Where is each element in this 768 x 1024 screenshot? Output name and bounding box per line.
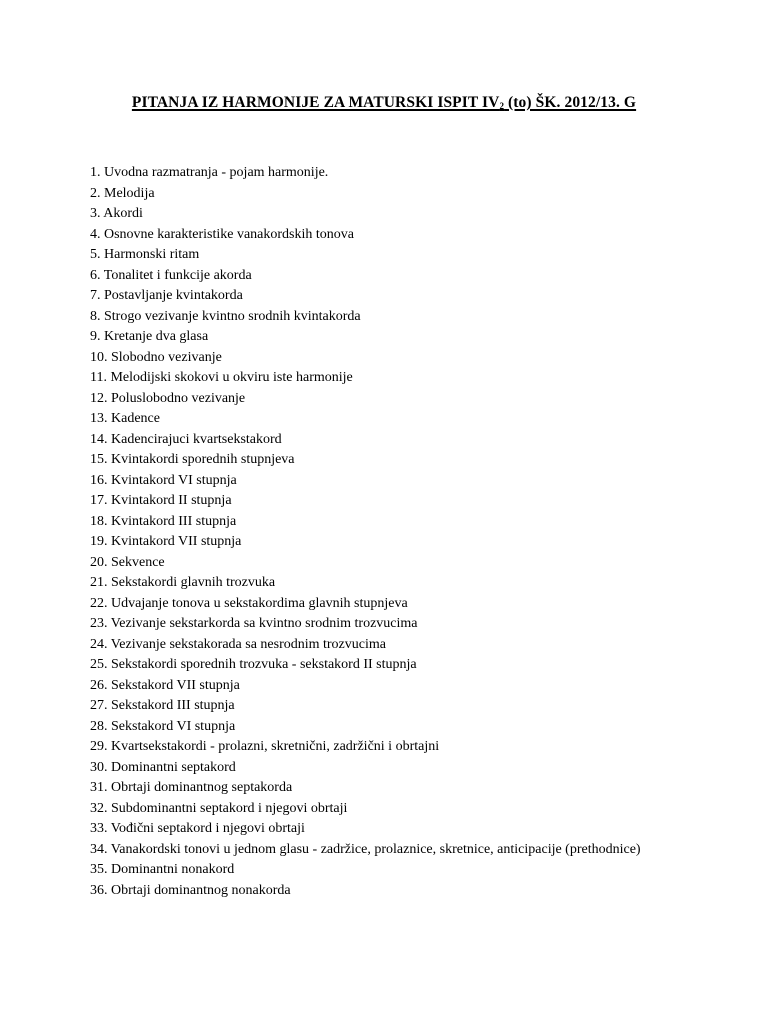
question-item: 36. Obrtaji dominantnog nonakorda bbox=[90, 882, 291, 898]
question-item: 27. Sekstakord III stupnja bbox=[90, 698, 235, 713]
question-item: 28. Sekstakord VI stupnja bbox=[90, 718, 236, 734]
question-item: 16. Kvintakord VI stupnja bbox=[90, 472, 237, 488]
question-item: 19. Kvintakord VII stupnja bbox=[90, 534, 242, 549]
question-item: 10. Slobodno vezivanje bbox=[90, 349, 222, 365]
question-item: 18. Kvintakord III stupnja bbox=[90, 513, 237, 529]
document-title bbox=[0, 94, 768, 112]
question-item: 35. Dominantni nonakord bbox=[90, 862, 235, 877]
question-item: 15. Kvintakordi sporednih stupnjeva bbox=[90, 452, 295, 467]
question-item: 8. Strogo vezivanje kvintno srodnih kvintakorda bbox=[90, 308, 361, 324]
title-subscript: 2 bbox=[499, 101, 505, 111]
question-item: 30. Dominantni septakord bbox=[90, 759, 236, 775]
title-suffix-text: (to) ŠK. 2012/13. G bbox=[504, 94, 637, 111]
question-item: 17. Kvintakord II stupnja bbox=[90, 493, 232, 508]
question-item: 9. Kretanje dva glasa bbox=[90, 329, 209, 344]
question-item: 24. Vezivanje sekstakorada sa nesrodnim trozvucima bbox=[90, 636, 386, 652]
question-item: 2. Melodija bbox=[90, 185, 155, 201]
question-item: 26. Sekstakord VII stupnja bbox=[90, 677, 240, 693]
question-item: 23. Vezivanje sekstarkorda sa kvintno srodnim trozvucima bbox=[90, 616, 418, 631]
title-main-text: PITANJA IZ HARMONIJE ZA MATURSKI ISPIT IV bbox=[131, 94, 500, 111]
question-item: 13. Kadence bbox=[90, 411, 160, 426]
question-list bbox=[90, 163, 690, 901]
question-item: 6. Tonalitet i funkcije akorda bbox=[90, 267, 252, 283]
question-item: 4. Osnovne karakteristike vanakordskih tonova bbox=[90, 226, 354, 242]
question-item: 12. Poluslobodno vezivanje bbox=[90, 390, 246, 406]
question-item: 7. Postavljanje kvintakorda bbox=[90, 288, 243, 303]
question-item: 5. Harmonski ritam bbox=[90, 247, 200, 262]
question-item: 11. Melodijski skokovi u okviru iste harmonije bbox=[90, 370, 353, 385]
question-item: 1. Uvodna razmatranja - pojam harmonije. bbox=[90, 165, 329, 180]
question-item: 20. Sekvence bbox=[90, 554, 165, 570]
question-item: 33. Vođični septakord i njegovi obrtaji bbox=[90, 821, 305, 836]
question-item: 21. Sekstakordi glavnih trozvuka bbox=[90, 575, 276, 590]
question-item: 3. Akordi bbox=[90, 206, 143, 221]
question-item: 25. Sekstakordi sporednih trozvuka - sekstakord II stupnja bbox=[90, 657, 417, 672]
question-item: 14. Kadencirajuci kvartsekstakord bbox=[90, 431, 282, 447]
question-item: 29. Kvartsekstakordi - prolazni, skretnični, zadržični i obrtajni bbox=[90, 739, 440, 754]
question-item: 34. Vanakordski tonovi u jednom glasu - zadržice, prolaznice, skretnice, anticipacije (prethodnice) bbox=[90, 841, 641, 857]
question-item: 31. Obrtaji dominantnog septakorda bbox=[90, 780, 293, 795]
question-item: 22. Udvajanje tonova u sekstakordima glavnih stupnjeva bbox=[90, 595, 408, 611]
question-item: 32. Subdominantni septakord i njegovi obrtaji bbox=[90, 800, 348, 816]
